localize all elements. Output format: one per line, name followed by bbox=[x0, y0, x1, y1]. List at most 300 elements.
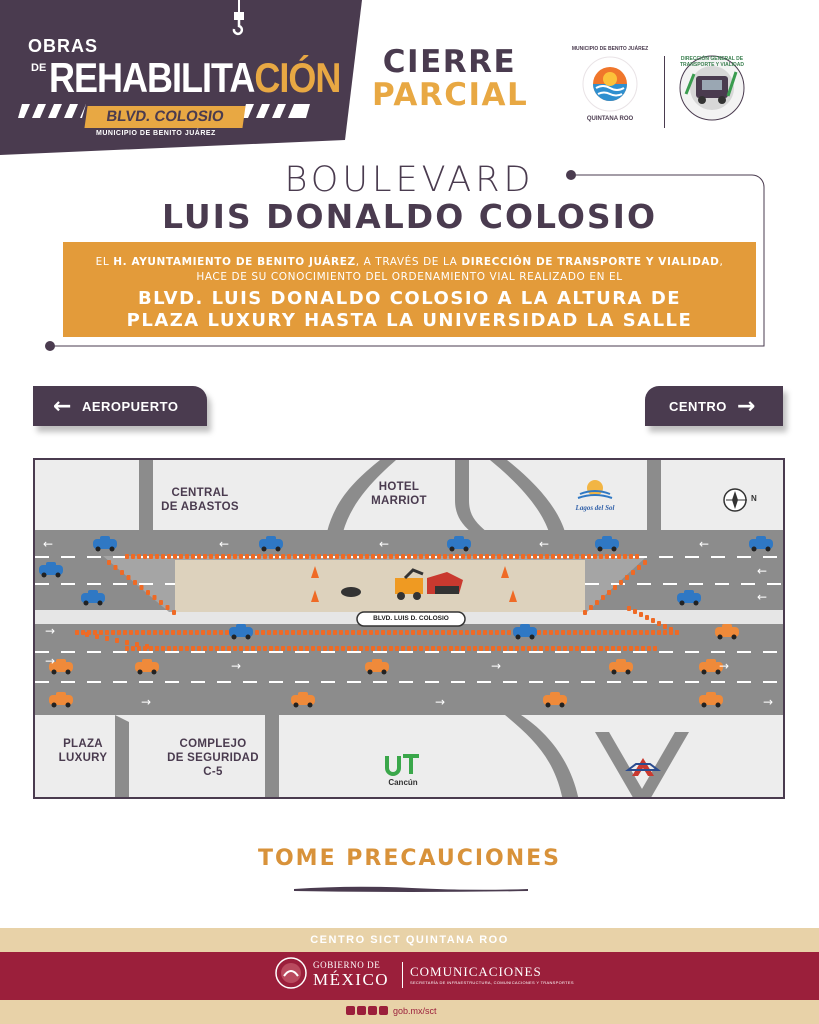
barrier bbox=[465, 630, 469, 635]
barrier bbox=[155, 554, 159, 559]
label-central-line1: CENTRAL bbox=[171, 487, 229, 499]
barrier bbox=[353, 646, 357, 651]
barrier bbox=[166, 605, 170, 610]
banner-blvd: BLVD. COLOSIO bbox=[84, 106, 245, 128]
barrier bbox=[267, 630, 271, 635]
barrier bbox=[227, 554, 231, 559]
barrier bbox=[663, 624, 667, 629]
precaution-text: TOME PRECAUCIONES bbox=[257, 846, 562, 871]
coat-of-arms-icon bbox=[274, 956, 308, 990]
barrier bbox=[371, 646, 375, 651]
barrier bbox=[533, 554, 537, 559]
barrier bbox=[563, 554, 567, 559]
barrier bbox=[419, 646, 423, 651]
barrier bbox=[179, 554, 183, 559]
notice-line1 bbox=[63, 256, 756, 268]
barrier bbox=[221, 554, 225, 559]
barrier bbox=[146, 590, 150, 595]
barrier bbox=[393, 630, 397, 635]
barrier bbox=[123, 630, 127, 635]
barrier bbox=[497, 554, 501, 559]
barrier bbox=[359, 554, 363, 559]
direction-right-label: CENTRO bbox=[669, 398, 727, 414]
barrier bbox=[449, 646, 453, 651]
barrier bbox=[359, 646, 363, 651]
barrier bbox=[407, 554, 411, 559]
notice-p1c: , A TRAVÉS DE LA bbox=[355, 256, 462, 268]
barrier bbox=[447, 630, 451, 635]
barrier bbox=[395, 554, 399, 559]
car bbox=[365, 659, 389, 675]
label-central-line2: DE ABASTOS bbox=[161, 501, 239, 513]
arrow-right-icon: → bbox=[491, 659, 502, 673]
title-boulevard: BOULEVARD bbox=[284, 160, 535, 200]
barrier bbox=[327, 630, 331, 635]
barrier bbox=[593, 646, 597, 651]
arrow-right-icon: → bbox=[736, 393, 756, 419]
barrier bbox=[125, 640, 129, 645]
barrier bbox=[631, 570, 635, 575]
barrier bbox=[551, 646, 555, 651]
barrier bbox=[515, 646, 519, 651]
barrier bbox=[155, 646, 159, 651]
barrier bbox=[599, 646, 603, 651]
barrier bbox=[607, 590, 611, 595]
arrow-right-icon: → bbox=[719, 659, 730, 673]
barrier bbox=[437, 646, 441, 651]
barrier bbox=[467, 554, 471, 559]
barrier bbox=[172, 610, 176, 615]
banner-municipio: MUNICIPIO DE BENITO JUÁREZ bbox=[96, 130, 216, 137]
label-complejo-c5 bbox=[153, 737, 273, 779]
arrow-left-icon: ← bbox=[379, 537, 390, 551]
logo-muni-top-text: MUNICIPIO DE BENITO JUÁREZ bbox=[571, 46, 649, 52]
barrier bbox=[120, 570, 124, 575]
barrier bbox=[417, 630, 421, 635]
barrier bbox=[111, 630, 115, 635]
barrier bbox=[639, 612, 643, 617]
barrier bbox=[635, 554, 639, 559]
barrier bbox=[127, 575, 131, 580]
label-ut-cancun: Cancún bbox=[388, 778, 418, 787]
cierre-line2: PARCIAL bbox=[372, 77, 529, 113]
label-central-abastos bbox=[145, 486, 255, 514]
barrier bbox=[619, 580, 623, 585]
barrier bbox=[533, 646, 537, 651]
barrier bbox=[167, 554, 171, 559]
barrier bbox=[323, 554, 327, 559]
label-complejo-line1: COMPLEJO bbox=[179, 738, 247, 750]
arrow-left-icon: ← bbox=[757, 564, 768, 578]
barrier bbox=[509, 646, 513, 651]
barrier bbox=[485, 646, 489, 651]
car bbox=[229, 624, 253, 640]
barrier bbox=[425, 646, 429, 651]
barrier bbox=[183, 630, 187, 635]
barrier bbox=[129, 630, 133, 635]
barrier bbox=[335, 554, 339, 559]
notice-line3: BLVD. LUIS DONALDO COLOSIO A LA ALTURA DE bbox=[137, 288, 682, 309]
barrier bbox=[549, 630, 553, 635]
barrier bbox=[189, 630, 193, 635]
label-complejo-line2: DE SEGURIDAD bbox=[167, 752, 259, 764]
road-map bbox=[33, 458, 785, 799]
arrow-left-icon: ← bbox=[699, 537, 710, 551]
barrier bbox=[455, 554, 459, 559]
car bbox=[447, 536, 471, 552]
car bbox=[543, 692, 567, 708]
car bbox=[595, 536, 619, 552]
title-colosio: LUIS DONALDO COLOSIO bbox=[161, 197, 658, 236]
barrier bbox=[171, 630, 175, 635]
footer-gob-2: MÉXICO bbox=[313, 970, 390, 989]
barrier bbox=[663, 630, 667, 635]
barrier bbox=[215, 646, 219, 651]
barrier bbox=[477, 630, 481, 635]
barrier bbox=[629, 646, 633, 651]
barrier bbox=[579, 630, 583, 635]
barrier bbox=[611, 554, 615, 559]
barrier bbox=[143, 554, 147, 559]
barrier bbox=[441, 630, 445, 635]
barrier bbox=[133, 580, 137, 585]
label-hotel-marriot bbox=[359, 480, 439, 508]
barrier bbox=[321, 630, 325, 635]
barrier bbox=[173, 554, 177, 559]
barrier bbox=[539, 646, 543, 651]
footer-comunicaciones: COMUNICACIONES bbox=[410, 964, 542, 979]
barrier bbox=[197, 554, 201, 559]
barrier bbox=[419, 554, 423, 559]
barrier bbox=[191, 646, 195, 651]
barrier bbox=[261, 630, 265, 635]
youtube-icon[interactable] bbox=[379, 1006, 388, 1015]
barrier bbox=[629, 554, 633, 559]
barrier bbox=[191, 554, 195, 559]
direction-centro bbox=[645, 386, 783, 426]
car bbox=[93, 536, 117, 552]
barrier bbox=[105, 630, 109, 635]
barrier bbox=[365, 646, 369, 651]
barrier bbox=[159, 600, 163, 605]
barrier bbox=[473, 646, 477, 651]
barrier bbox=[311, 646, 315, 651]
barrier bbox=[317, 554, 321, 559]
banner-rehab-main: REHABILITA bbox=[49, 54, 255, 102]
barrier bbox=[647, 646, 651, 651]
barrier bbox=[633, 609, 637, 614]
instagram-icon[interactable] bbox=[368, 1006, 377, 1015]
logo-dtv-text: DIRECCIÓN GENERAL DE TRANSPORTE Y VIALIDAD bbox=[680, 56, 744, 68]
barrier bbox=[587, 646, 591, 651]
barrier bbox=[99, 630, 103, 635]
barrier bbox=[627, 630, 631, 635]
barrier bbox=[387, 630, 391, 635]
barrier bbox=[461, 554, 465, 559]
barrier bbox=[537, 630, 541, 635]
notice-p1e: , bbox=[719, 256, 724, 268]
barrier bbox=[483, 630, 487, 635]
compass-icon bbox=[724, 489, 747, 511]
barrier bbox=[287, 554, 291, 559]
barrier bbox=[613, 585, 617, 590]
barrier bbox=[135, 630, 139, 635]
barrier bbox=[543, 630, 547, 635]
barrier bbox=[569, 646, 573, 651]
banner-obras: OBRAS bbox=[28, 36, 99, 56]
barrier bbox=[491, 554, 495, 559]
barrier bbox=[657, 621, 661, 626]
barrier bbox=[227, 646, 231, 651]
barrier bbox=[245, 646, 249, 651]
barrier bbox=[153, 595, 157, 600]
barrier bbox=[219, 630, 223, 635]
barrier bbox=[197, 646, 201, 651]
barrier bbox=[221, 646, 225, 651]
barrier bbox=[545, 646, 549, 651]
municipio-logo-icon bbox=[580, 54, 640, 114]
barrier bbox=[375, 630, 379, 635]
barrier bbox=[651, 630, 655, 635]
arrow-left-icon: ← bbox=[53, 393, 72, 419]
barrier bbox=[291, 630, 295, 635]
banner-de: DE bbox=[31, 62, 47, 74]
barrier bbox=[369, 630, 373, 635]
barrier bbox=[635, 646, 639, 651]
barrier bbox=[567, 630, 571, 635]
twitter-icon[interactable] bbox=[357, 1006, 366, 1015]
barrier bbox=[137, 554, 141, 559]
barrier bbox=[115, 638, 119, 643]
barrier bbox=[209, 554, 213, 559]
barrier bbox=[363, 630, 367, 635]
notice-line4: PLAZA LUXURY HASTA LA UNIVERSIDAD LA SALLE bbox=[126, 310, 693, 331]
barrier bbox=[623, 554, 627, 559]
barrier bbox=[351, 630, 355, 635]
barrier bbox=[143, 646, 147, 651]
barrier bbox=[303, 630, 307, 635]
barrier bbox=[299, 554, 303, 559]
barrier bbox=[435, 630, 439, 635]
barrier bbox=[545, 554, 549, 559]
barrier bbox=[455, 646, 459, 651]
barrier bbox=[263, 646, 267, 651]
barrier bbox=[371, 554, 375, 559]
car bbox=[677, 590, 701, 606]
brush-stroke bbox=[292, 884, 530, 894]
barrier bbox=[125, 554, 129, 559]
barrier bbox=[305, 554, 309, 559]
barrier bbox=[595, 600, 599, 605]
car bbox=[715, 624, 739, 640]
barrier bbox=[195, 630, 199, 635]
barrier bbox=[557, 646, 561, 651]
barrier bbox=[137, 646, 141, 651]
barrier bbox=[515, 554, 519, 559]
barrier bbox=[627, 606, 631, 611]
barrier bbox=[645, 615, 649, 620]
barrier bbox=[479, 646, 483, 651]
barrier bbox=[589, 605, 593, 610]
barrier bbox=[583, 610, 587, 615]
barrier bbox=[503, 554, 507, 559]
barrier bbox=[471, 630, 475, 635]
barrier bbox=[251, 554, 255, 559]
direction-aeropuerto bbox=[33, 386, 207, 426]
barrier bbox=[257, 554, 261, 559]
barrier bbox=[443, 646, 447, 651]
barrier bbox=[605, 554, 609, 559]
barrier bbox=[309, 630, 313, 635]
barrier bbox=[495, 630, 499, 635]
barrier bbox=[669, 627, 673, 632]
barrier bbox=[185, 554, 189, 559]
barrier bbox=[521, 646, 525, 651]
car bbox=[699, 692, 723, 708]
barrier bbox=[245, 554, 249, 559]
barrier bbox=[599, 554, 603, 559]
barrier bbox=[645, 630, 649, 635]
barrier bbox=[675, 630, 679, 635]
barrier bbox=[329, 554, 333, 559]
barrier bbox=[345, 630, 349, 635]
barrier bbox=[555, 630, 559, 635]
barrier bbox=[395, 646, 399, 651]
barrier bbox=[203, 554, 207, 559]
barrier bbox=[263, 554, 267, 559]
barrier bbox=[527, 646, 531, 651]
barrier bbox=[653, 646, 657, 651]
arrow-left-icon: ← bbox=[219, 537, 230, 551]
car bbox=[49, 692, 73, 708]
direction-left-label: AEROPUERTO bbox=[81, 398, 179, 414]
label-complejo-line3: C-5 bbox=[203, 766, 223, 778]
car bbox=[81, 590, 105, 606]
arrow-right-icon: → bbox=[435, 695, 446, 709]
barrier bbox=[299, 646, 303, 651]
barrier bbox=[449, 554, 453, 559]
barrier bbox=[353, 554, 357, 559]
barrier bbox=[489, 630, 493, 635]
footer-comunicaciones-sub: SECRETARÍA DE INFRAESTRUCTURA, COMUNICACIONES Y TRANSPORTES bbox=[410, 980, 574, 985]
arrow-right-icon: → bbox=[141, 695, 152, 709]
barrier bbox=[657, 630, 661, 635]
arrow-left-icon: ← bbox=[539, 537, 550, 551]
barrier bbox=[317, 646, 321, 651]
barrier bbox=[215, 554, 219, 559]
barrier bbox=[453, 630, 457, 635]
barrier bbox=[203, 646, 207, 651]
road-name-label: BLVD. LUIS D. COLOSIO bbox=[373, 615, 449, 622]
barrier bbox=[411, 630, 415, 635]
barrier bbox=[213, 630, 217, 635]
la-salle-logo-icon bbox=[628, 758, 658, 776]
compass-north-label: N bbox=[751, 494, 757, 503]
barrier bbox=[587, 554, 591, 559]
barrier bbox=[643, 560, 647, 565]
label-plaza-luxury bbox=[43, 737, 123, 765]
barrier bbox=[233, 646, 237, 651]
barrier bbox=[233, 554, 237, 559]
barrier bbox=[323, 646, 327, 651]
barrier bbox=[485, 554, 489, 559]
barrier bbox=[539, 554, 543, 559]
barrier bbox=[131, 554, 135, 559]
barrier bbox=[153, 630, 157, 635]
barrier bbox=[637, 565, 641, 570]
barrier bbox=[575, 646, 579, 651]
barrier bbox=[381, 630, 385, 635]
barrier bbox=[273, 630, 277, 635]
barrier bbox=[413, 646, 417, 651]
barrier bbox=[459, 630, 463, 635]
barrier bbox=[161, 646, 165, 651]
barrier bbox=[615, 630, 619, 635]
barrier bbox=[305, 646, 309, 651]
barrier bbox=[293, 646, 297, 651]
barrier bbox=[399, 630, 403, 635]
barrier bbox=[207, 630, 211, 635]
arrow-right-icon: → bbox=[231, 659, 242, 673]
car bbox=[39, 562, 63, 578]
barrier bbox=[443, 554, 447, 559]
facebook-icon[interactable] bbox=[346, 1006, 355, 1015]
car bbox=[749, 536, 773, 552]
barrier bbox=[125, 646, 129, 651]
car bbox=[291, 692, 315, 708]
barrier bbox=[425, 554, 429, 559]
barrier bbox=[509, 554, 513, 559]
footer-url[interactable]: gob.mx/sct bbox=[393, 1006, 437, 1016]
barrier bbox=[177, 630, 181, 635]
barrier bbox=[651, 618, 655, 623]
barrier bbox=[251, 646, 255, 651]
footer-gob-1: GOBIERNO DE bbox=[313, 960, 381, 970]
barrier bbox=[239, 646, 243, 651]
barrier bbox=[603, 630, 607, 635]
footer-sict: CENTRO SICT QUINTANA ROO bbox=[0, 928, 819, 952]
barrier bbox=[311, 554, 315, 559]
barrier bbox=[165, 630, 169, 635]
barrier bbox=[633, 630, 637, 635]
barrier bbox=[437, 554, 441, 559]
barrier bbox=[281, 554, 285, 559]
barrier bbox=[179, 646, 183, 651]
barrier bbox=[335, 646, 339, 651]
barrier bbox=[561, 630, 565, 635]
barrier bbox=[357, 630, 361, 635]
barrier bbox=[601, 595, 605, 600]
notice-p1d: DIRECCIÓN DE TRANSPORTE Y VIALIDAD bbox=[461, 256, 720, 268]
car bbox=[609, 659, 633, 675]
barrier bbox=[581, 646, 585, 651]
barrier bbox=[389, 554, 393, 559]
barrier bbox=[569, 554, 573, 559]
barrier bbox=[347, 646, 351, 651]
barrier bbox=[293, 554, 297, 559]
barrier bbox=[557, 554, 561, 559]
ut-cancun-logo-icon bbox=[387, 756, 419, 774]
barrier bbox=[503, 646, 507, 651]
label-hotel-line1: HOTEL bbox=[378, 481, 420, 493]
barrier bbox=[185, 646, 189, 651]
barrier bbox=[140, 585, 144, 590]
barrier bbox=[209, 646, 213, 651]
barrier bbox=[333, 630, 337, 635]
barrier bbox=[623, 646, 627, 651]
barrier bbox=[521, 554, 525, 559]
barrier bbox=[149, 646, 153, 651]
